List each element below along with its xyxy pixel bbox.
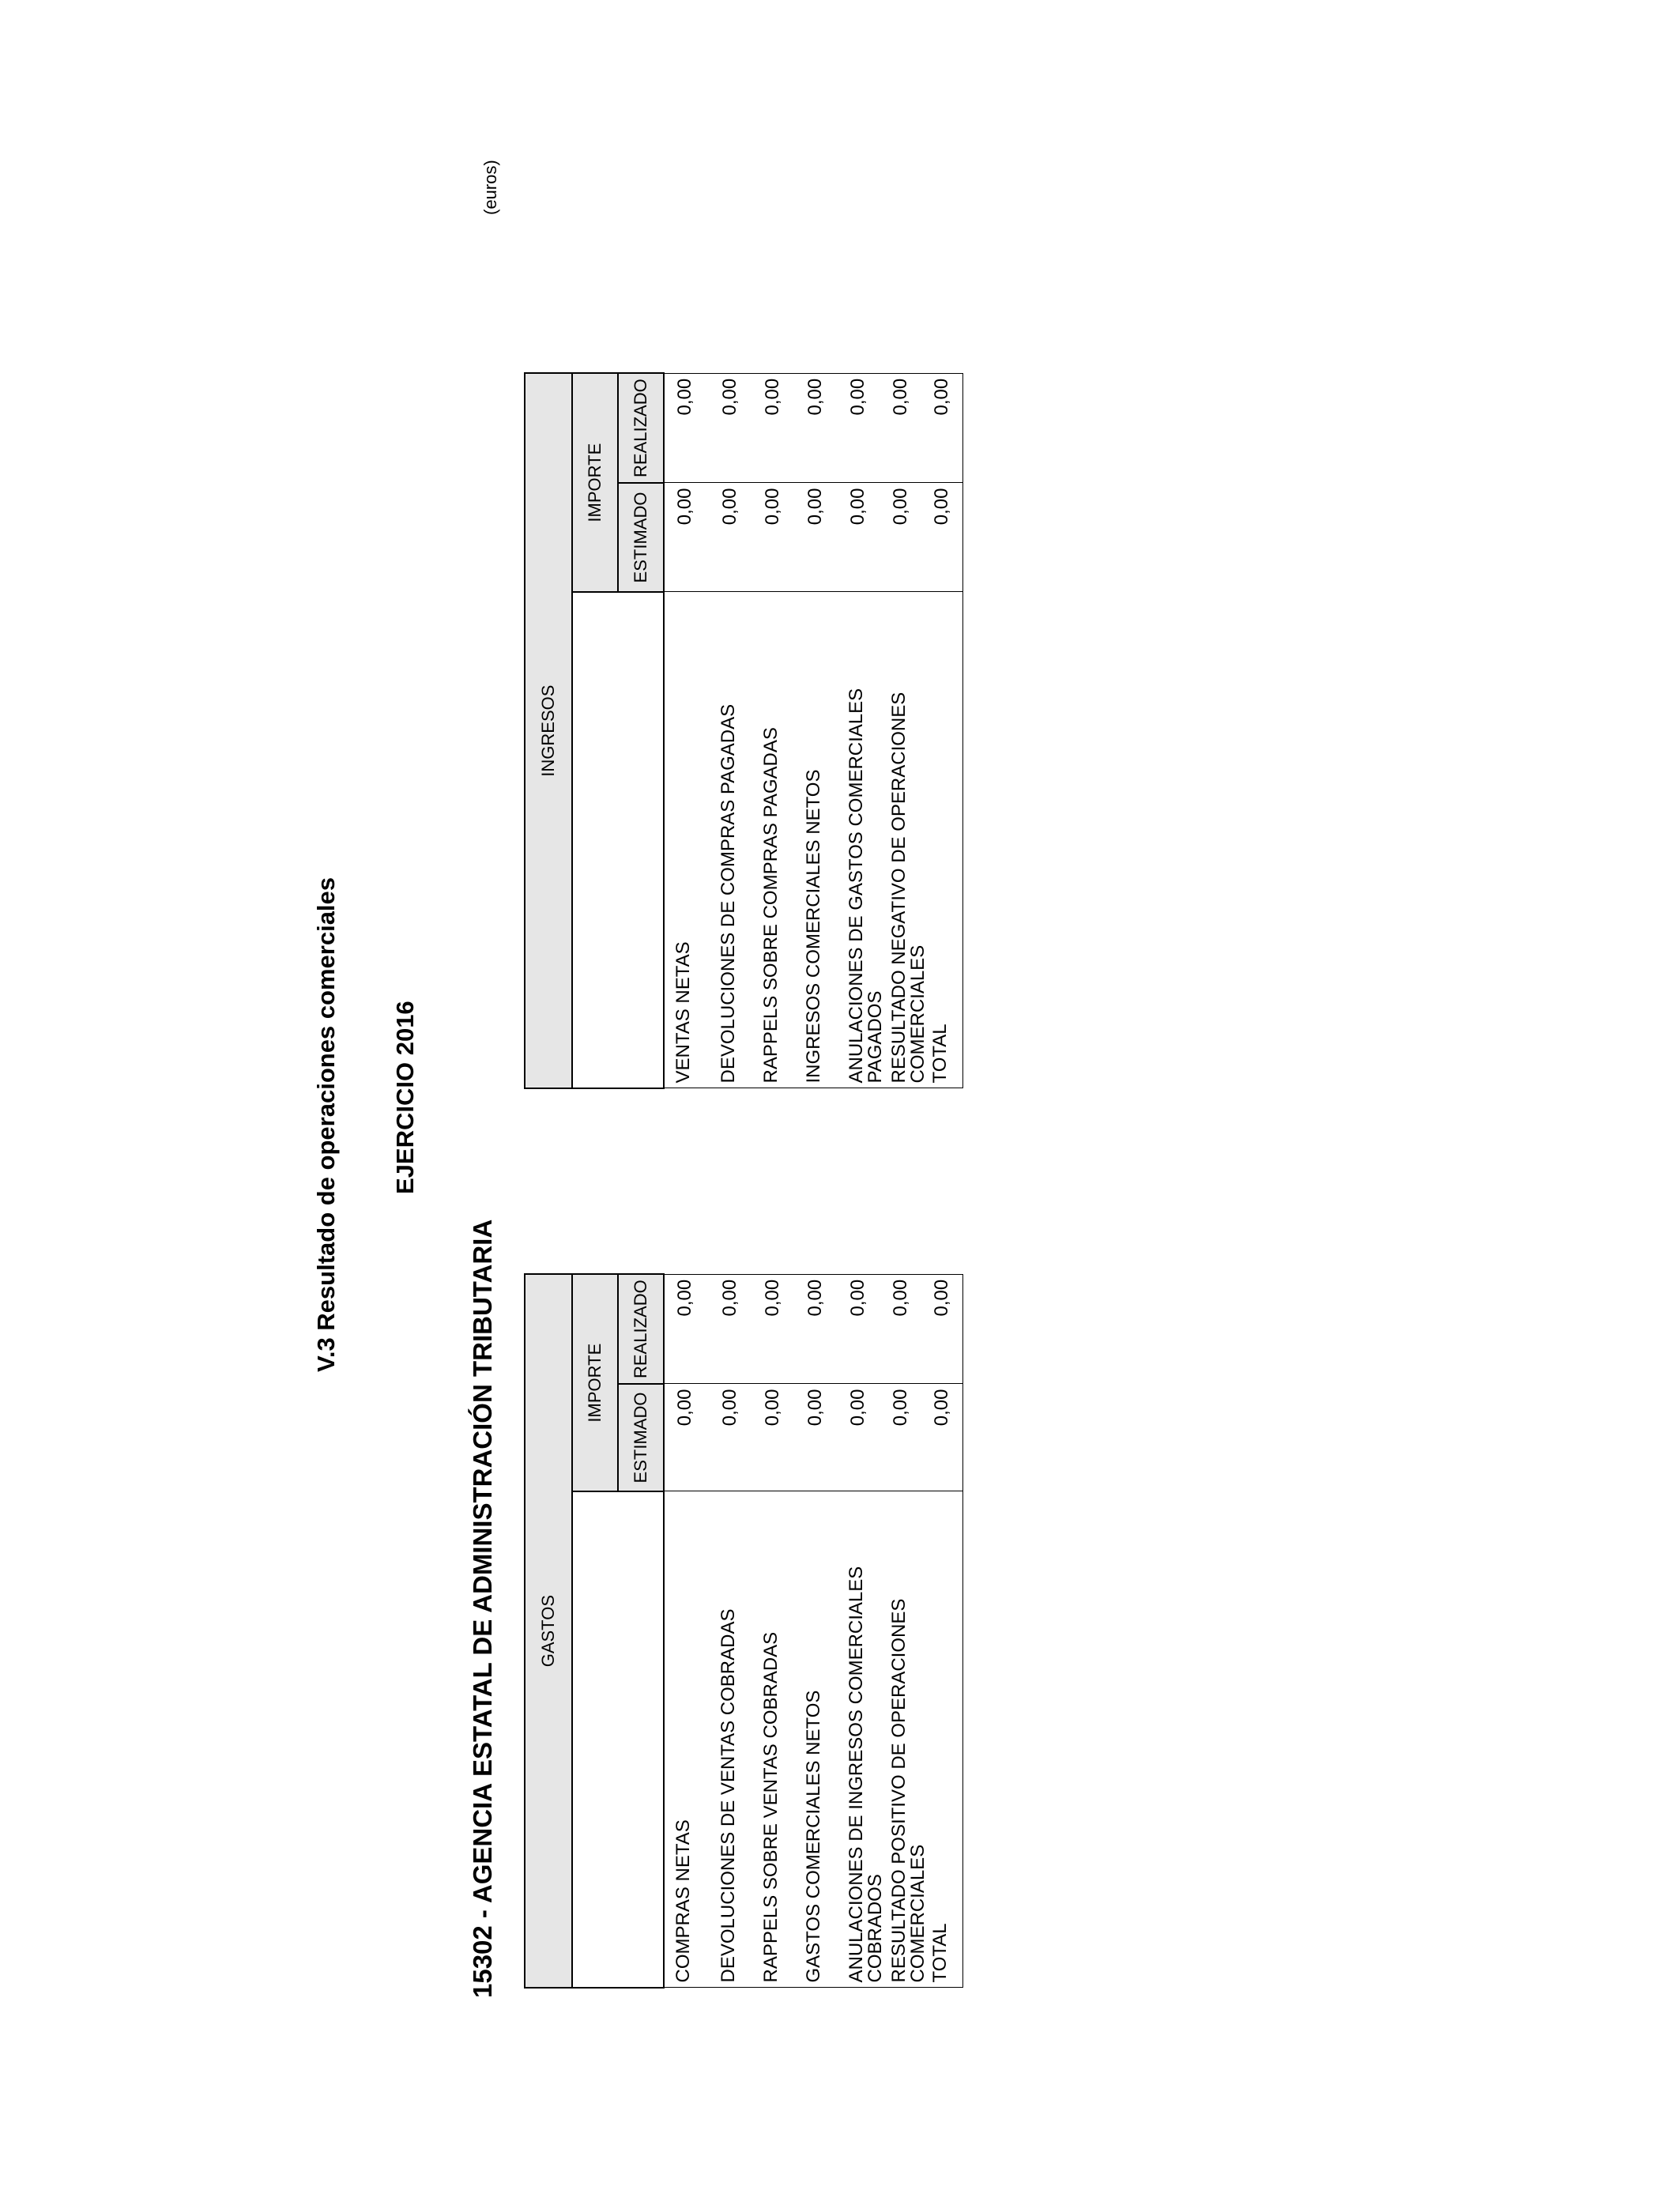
ingresos-concept: ANULACIONES DE GASTOS COMERCIALES PAGADOS (844, 592, 887, 1088)
ingresos-realizado-value: 0,00 (716, 373, 759, 483)
gastos-concept: ANULACIONES DE INGRESOS COMERCIALES COBRADOS (844, 1491, 887, 1988)
gastos-realizado-value: 0,00 (887, 1274, 929, 1384)
table-row (716, 1274, 759, 1988)
ingresos-realizado-value: 0,00 (844, 373, 887, 483)
gastos-estimado-value: 0,00 (716, 1384, 759, 1491)
ingresos-realizado-value: 0,00 (801, 373, 844, 483)
gastos-estimado-total: 0,00 (929, 1384, 963, 1491)
ingresos-realizado-value: 0,00 (887, 373, 929, 483)
ingresos-concept: VENTAS NETAS (664, 592, 716, 1088)
table-row (759, 373, 801, 1088)
ingresos-realizado-value: 0,00 (664, 373, 716, 483)
table-row (929, 373, 963, 1088)
table-row (664, 1274, 716, 1988)
ingresos-estimado-value: 0,00 (844, 483, 887, 592)
gastos-realizado-value: 0,00 (801, 1274, 844, 1384)
table-row (716, 373, 759, 1088)
gastos-table (524, 1273, 963, 1989)
gastos-estimado-value: 0,00 (664, 1384, 716, 1491)
gastos-header: GASTOS (525, 1274, 572, 1988)
ingresos-estimado-value: 0,00 (801, 483, 844, 592)
gastos-concept: RAPPELS SOBRE VENTAS COBRADAS (759, 1491, 801, 1988)
table-row (664, 373, 716, 1088)
ingresos-realizado-total: 0,00 (929, 373, 963, 483)
gastos-realizado-header: REALIZADO (618, 1274, 664, 1384)
gastos-concept: DEVOLUCIONES DE VENTAS COBRADAS (716, 1491, 759, 1988)
ingresos-realizado-value: 0,00 (759, 373, 801, 483)
table-row (887, 1274, 929, 1988)
gastos-estimado-header: ESTIMADO (618, 1384, 664, 1491)
ingresos-concept: RESULTADO NEGATIVO DE OPERACIONES COMERCIALES (887, 592, 929, 1088)
ingresos-estimado-header: ESTIMADO (618, 483, 664, 592)
gastos-importe-row (572, 1274, 618, 1988)
gastos-concept-header (572, 1491, 664, 1988)
table-row (844, 1274, 887, 1988)
ingresos-estimado-total: 0,00 (929, 483, 963, 592)
gastos-estimado-value: 0,00 (759, 1384, 801, 1491)
ingresos-header: INGRESOS (525, 373, 572, 1088)
ingresos-realizado-header: REALIZADO (618, 373, 664, 483)
ingresos-table (524, 372, 963, 1089)
ingresos-concept: RAPPELS SOBRE COMPRAS PAGADAS (759, 592, 801, 1088)
table-row (844, 373, 887, 1088)
gastos-realizado-value: 0,00 (844, 1274, 887, 1384)
table-row (801, 1274, 844, 1988)
ingresos-importe-header: IMPORTE (572, 373, 618, 592)
ingresos-importe-row (572, 373, 618, 1088)
table-row (759, 1274, 801, 1988)
gastos-header-row (525, 1274, 572, 1988)
ingresos-concept: INGRESOS COMERCIALES NETOS (801, 592, 844, 1088)
gastos-estimado-value: 0,00 (887, 1384, 929, 1491)
ingresos-total-label: TOTAL (929, 592, 963, 1088)
ingresos-concept: DEVOLUCIONES DE COMPRAS PAGADAS (716, 592, 759, 1088)
gastos-concept: COMPRAS NETAS (664, 1491, 716, 1988)
document-title: V.3 Resultado de operaciones comerciales (312, 876, 340, 1372)
entity-name: 15302 - AGENCIA ESTATAL DE ADMINISTRACIÓN TRIBUTARIA (468, 1219, 497, 1998)
gastos-estimado-value: 0,00 (844, 1384, 887, 1491)
ingresos-estimado-value: 0,00 (664, 483, 716, 592)
gastos-estimado-value: 0,00 (801, 1384, 844, 1491)
gastos-importe-header: IMPORTE (572, 1274, 618, 1491)
gastos-realizado-value: 0,00 (664, 1274, 716, 1384)
currency-units: (euros) (480, 160, 500, 215)
gastos-total-label: TOTAL (929, 1491, 963, 1988)
gastos-realizado-value: 0,00 (759, 1274, 801, 1384)
gastos-realizado-total: 0,00 (929, 1274, 963, 1384)
ingresos-concept-header (572, 592, 664, 1088)
ingresos-estimado-value: 0,00 (759, 483, 801, 592)
table-row (801, 373, 844, 1088)
ingresos-estimado-value: 0,00 (887, 483, 929, 592)
gastos-realizado-value: 0,00 (716, 1274, 759, 1384)
ingresos-estimado-value: 0,00 (716, 483, 759, 592)
gastos-concept: GASTOS COMERCIALES NETOS (801, 1491, 844, 1988)
table-row (887, 373, 929, 1088)
table-row (929, 1274, 963, 1988)
ingresos-header-row (525, 373, 572, 1088)
fiscal-year-label: EJERCICIO 2016 (391, 1001, 419, 1194)
gastos-concept: RESULTADO POSITIVO DE OPERACIONES COMERCIALES (887, 1491, 929, 1988)
